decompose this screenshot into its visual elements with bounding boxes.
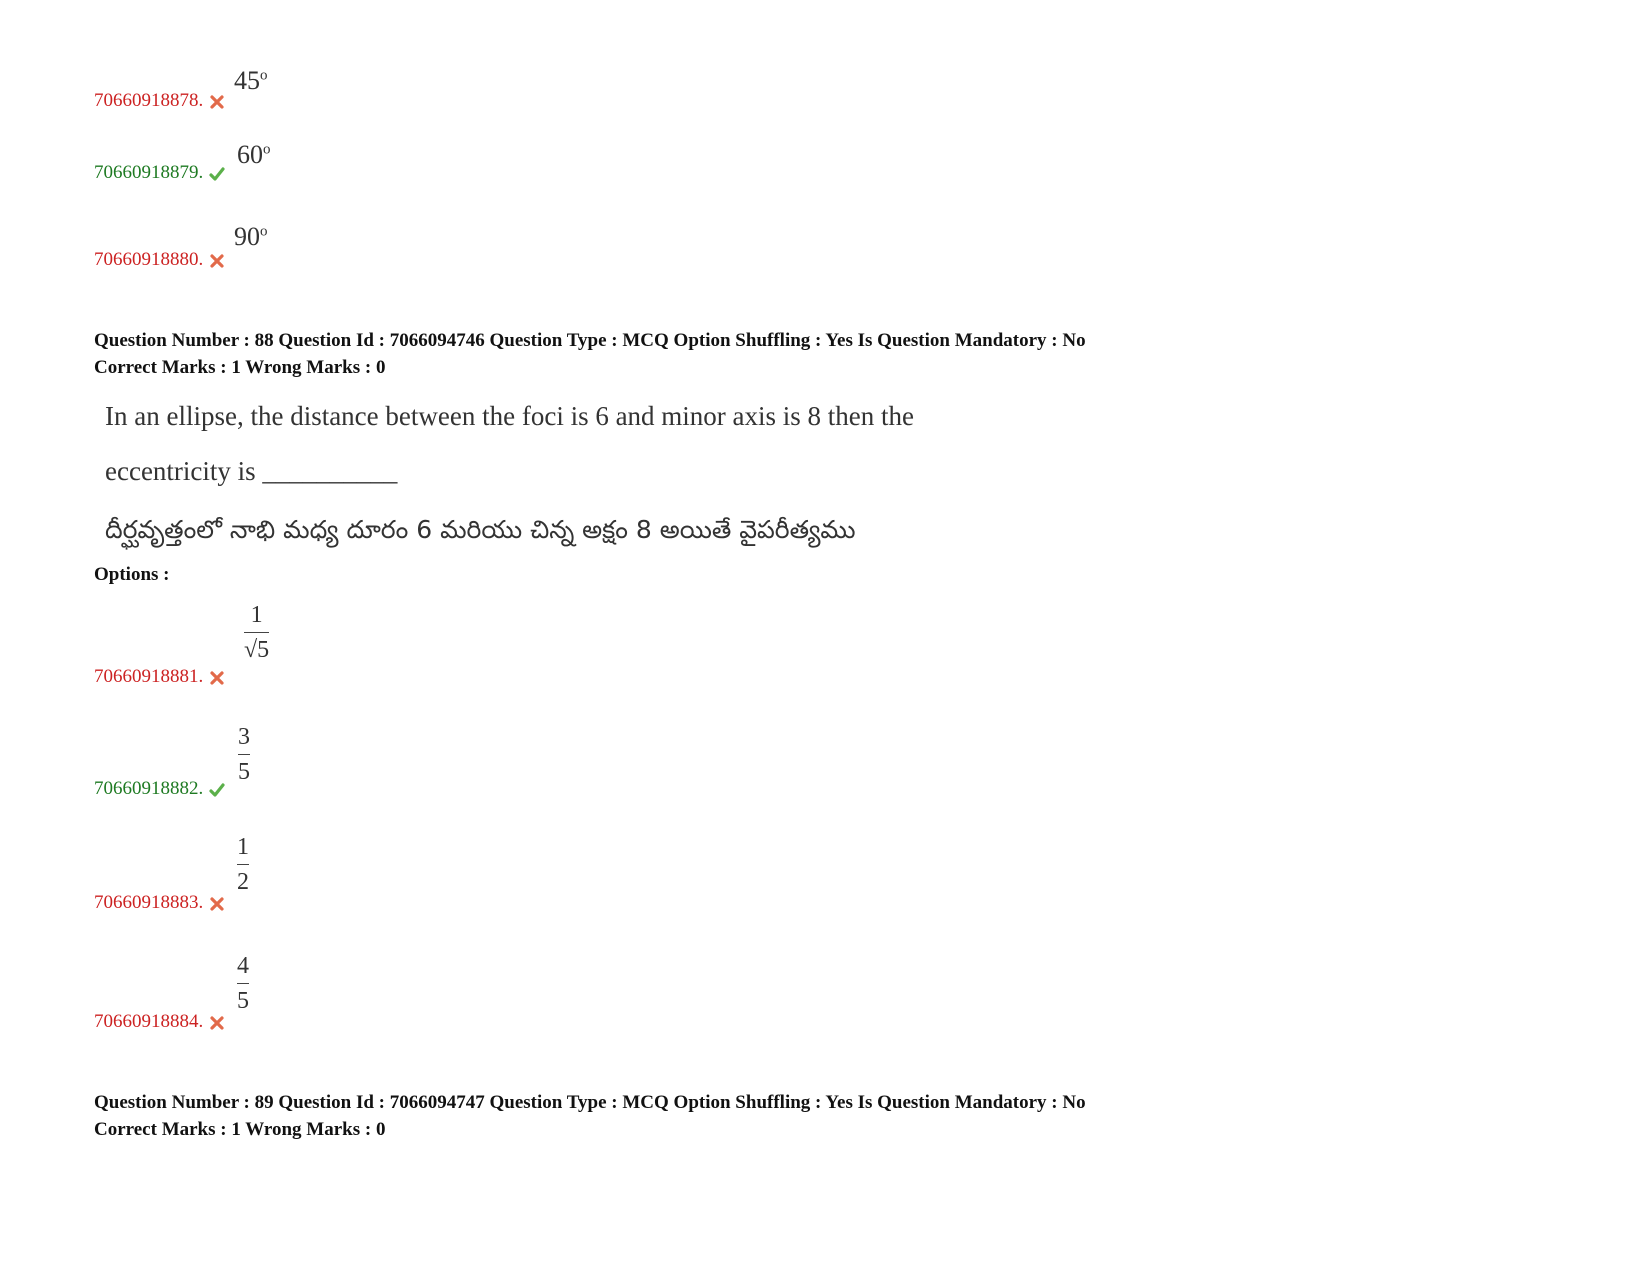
cross-icon [209, 94, 225, 110]
option-id: 70660918880. [94, 249, 204, 270]
fraction-bar [237, 864, 249, 865]
fraction-bar [238, 754, 250, 755]
question-text-telugu: దీర్ఘవృత్తంలో నాభి మధ్య దూరం 6 మరియు చిన్న అక్షం 8 అయితే వైపరీత్యము [105, 515, 856, 544]
question-meta [94, 327, 1086, 381]
option-row [94, 1011, 225, 1033]
option-id: 70660918884. [94, 1011, 204, 1032]
option-fraction [238, 722, 250, 787]
question-marks: Correct Marks : 1 Wrong Marks : 0 [94, 1119, 386, 1140]
question-meta-line1: Question Number : 88 Question Id : 7066094746 Question Type : MCQ Option Shuffling : Yes Is Question Mandatory : No [94, 330, 1086, 351]
fraction-denominator: 2 [237, 869, 249, 895]
cross-icon [209, 896, 225, 912]
cross-icon [209, 1015, 225, 1031]
question-meta [94, 1089, 1086, 1143]
option-id: 70660918883. [94, 892, 204, 913]
option-fraction [244, 600, 269, 665]
cross-icon [209, 670, 225, 686]
option-id: 70660918879. [94, 162, 204, 183]
option-row [94, 778, 225, 800]
option-row [94, 666, 225, 688]
option-row [94, 249, 225, 271]
question-text-line2: eccentricity is __________ [105, 456, 398, 486]
fraction-denominator: 5 [237, 988, 249, 1014]
option-row [94, 892, 225, 914]
cross-icon [209, 253, 225, 269]
fraction-numerator: 1 [250, 602, 263, 628]
question-meta-line1: Question Number : 89 Question Id : 7066094747 Question Type : MCQ Option Shuffling : Yes Is Question Mandatory : No [94, 1092, 1086, 1113]
option-id: 70660918878. [94, 90, 204, 111]
option-id: 70660918882. [94, 778, 204, 799]
option-fraction [237, 951, 249, 1016]
fraction-denominator: √5 [244, 637, 270, 663]
question-marks: Correct Marks : 1 Wrong Marks : 0 [94, 357, 386, 378]
option-fraction [237, 832, 249, 897]
fraction-bar [244, 632, 269, 633]
option-row [94, 162, 225, 184]
fraction-numerator: 3 [238, 724, 250, 750]
options-label: Options : [94, 564, 170, 585]
check-icon [209, 166, 225, 182]
option-id: 70660918881. [94, 666, 204, 687]
check-icon [209, 782, 225, 798]
option-answer: 45$^o$ [234, 66, 268, 95]
option-row [94, 90, 225, 112]
fraction-denominator: 5 [238, 759, 250, 785]
fraction-bar [237, 983, 249, 984]
question-text-line1: In an ellipse, the distance between the foci is 6 and minor axis is 8 then the [105, 401, 915, 431]
option-answer: 90$^o$ [234, 222, 268, 251]
fraction-numerator: 4 [237, 953, 249, 979]
fraction-numerator: 1 [237, 834, 249, 860]
option-answer: 60$^o$ [237, 140, 271, 169]
